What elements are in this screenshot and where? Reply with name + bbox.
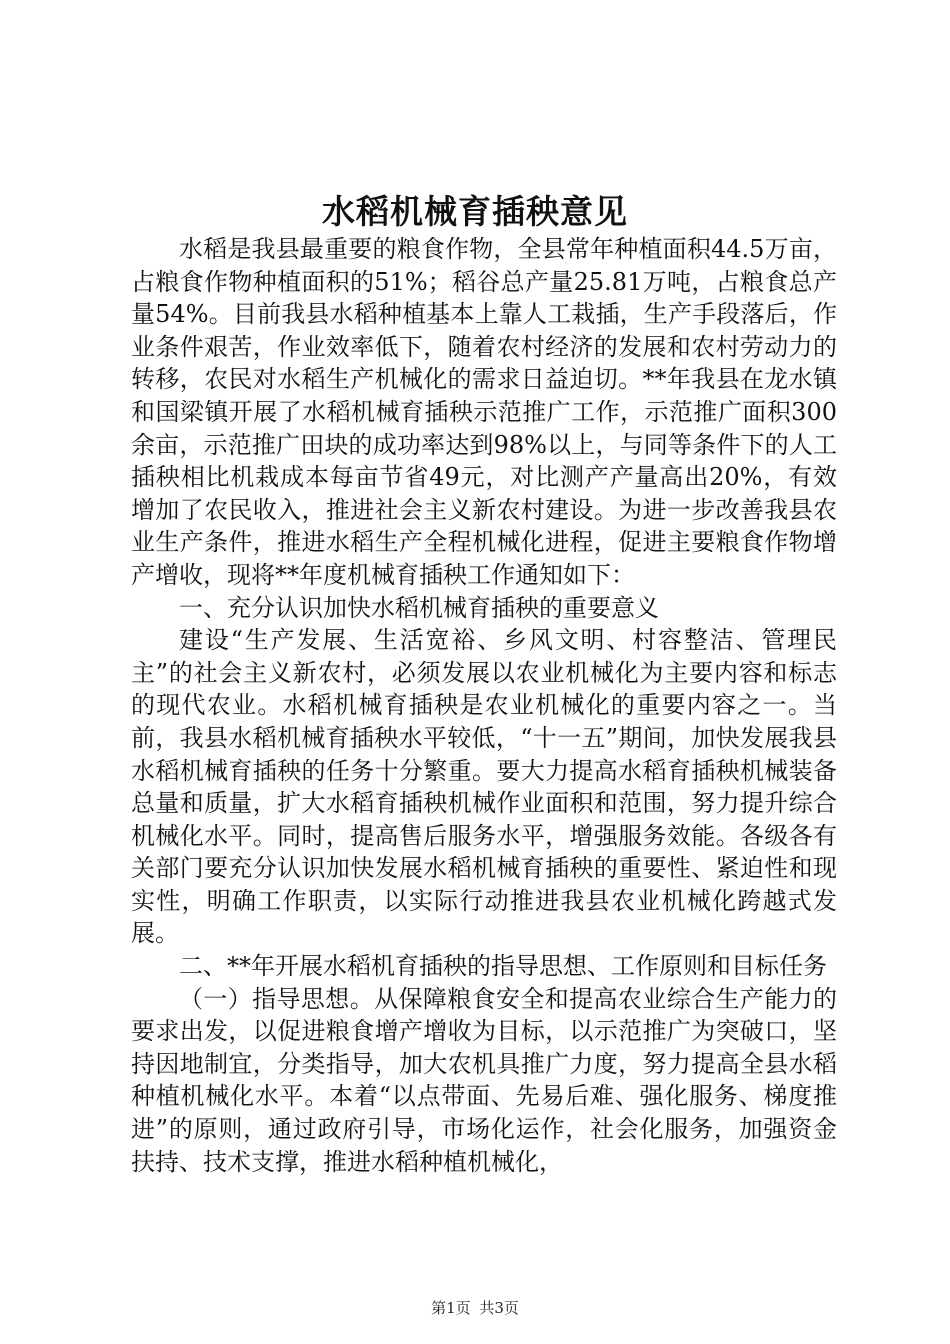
page-total: 共3页 <box>479 1299 519 1317</box>
document-body <box>131 233 837 1178</box>
section-heading-1: 一、充分认识加快水稻机械育插秧的重要意义 <box>179 593 659 622</box>
section-heading-2: 二、**年开展水稻机育插秧的指导思想、工作原则和目标任务 <box>179 952 827 981</box>
paragraph-guiding-thought: （一）指导思想。从保障粮食安全和提高农业综合生产能力的要求出发，以促进粮食增产增收为目标，以示范推广为突破口，坚持因地制宜，分类指导，加大农机具推广力度，努力提高全县水稻种植机械化水平。本着“以点带面、先易后难、强化服务、梯度推进”的原则，通过政府引导，市场化运作，社会化服务，加强资金扶持、技术支撑，推进水稻种植机械化， <box>131 984 837 1176</box>
page-footer <box>0 1297 950 1318</box>
page-number: 第1页 <box>431 1299 471 1317</box>
paragraph-intro: 水稻是我县最重要的粮食作物，全县常年种植面积44.5万亩，占粮食作物种植面积的51%；稻谷总产量25.81万吨，占粮食总产量54%。目前我县水稻种植基本上靠人工栽插，生产手段落后，作业条件艰苦，作业效率低下，随着农村经济的发展和农村劳动力的转移，农民对水稻生产机械化的需求日益迫切。**年我县在龙水镇和国梁镇开展了水稻机械育插秧示范推广工作，示范推广面积300余亩，示范推广田块的成功率达到98%以上，与同等条件下的人工插秧相比机栽成本每亩节省49元，对比测产产量高出20%，有效增加了农民收入，推进社会主义新农村建设。为进一步改善我县农业生产条件，推进水稻生产全程机械化进程，促进主要粮食作物增产增收，现将**年度机械育插秧工作通知如下： <box>131 235 837 589</box>
document-title: 水稻机械育插秧意见 <box>322 192 628 231</box>
paragraph-section-1: 建设“生产发展、生活宽裕、乡风文明、村容整洁、管理民主”的社会主义新农村，必须发展以农业机械化为主要内容和标志的现代农业。水稻机械育插秧是农业机械化的重要内容之一。当前，我县水稻机械育插秧水平较低，“十一五”期间，加快发展我县水稻机械育插秧的任务十分繁重。要大力提高水稻育插秧机械装备总量和质量，扩大水稻育插秧机械作业面积和范围，努力提升综合机械化水平。同时，提高售后服务水平，增强服务效能。各级各有关部门要充分认识加快发展水稻机械育插秧的重要性、紧迫性和现实性，明确工作职责，以实际行动推进我县农业机械化跨越式发展。 <box>131 626 837 948</box>
